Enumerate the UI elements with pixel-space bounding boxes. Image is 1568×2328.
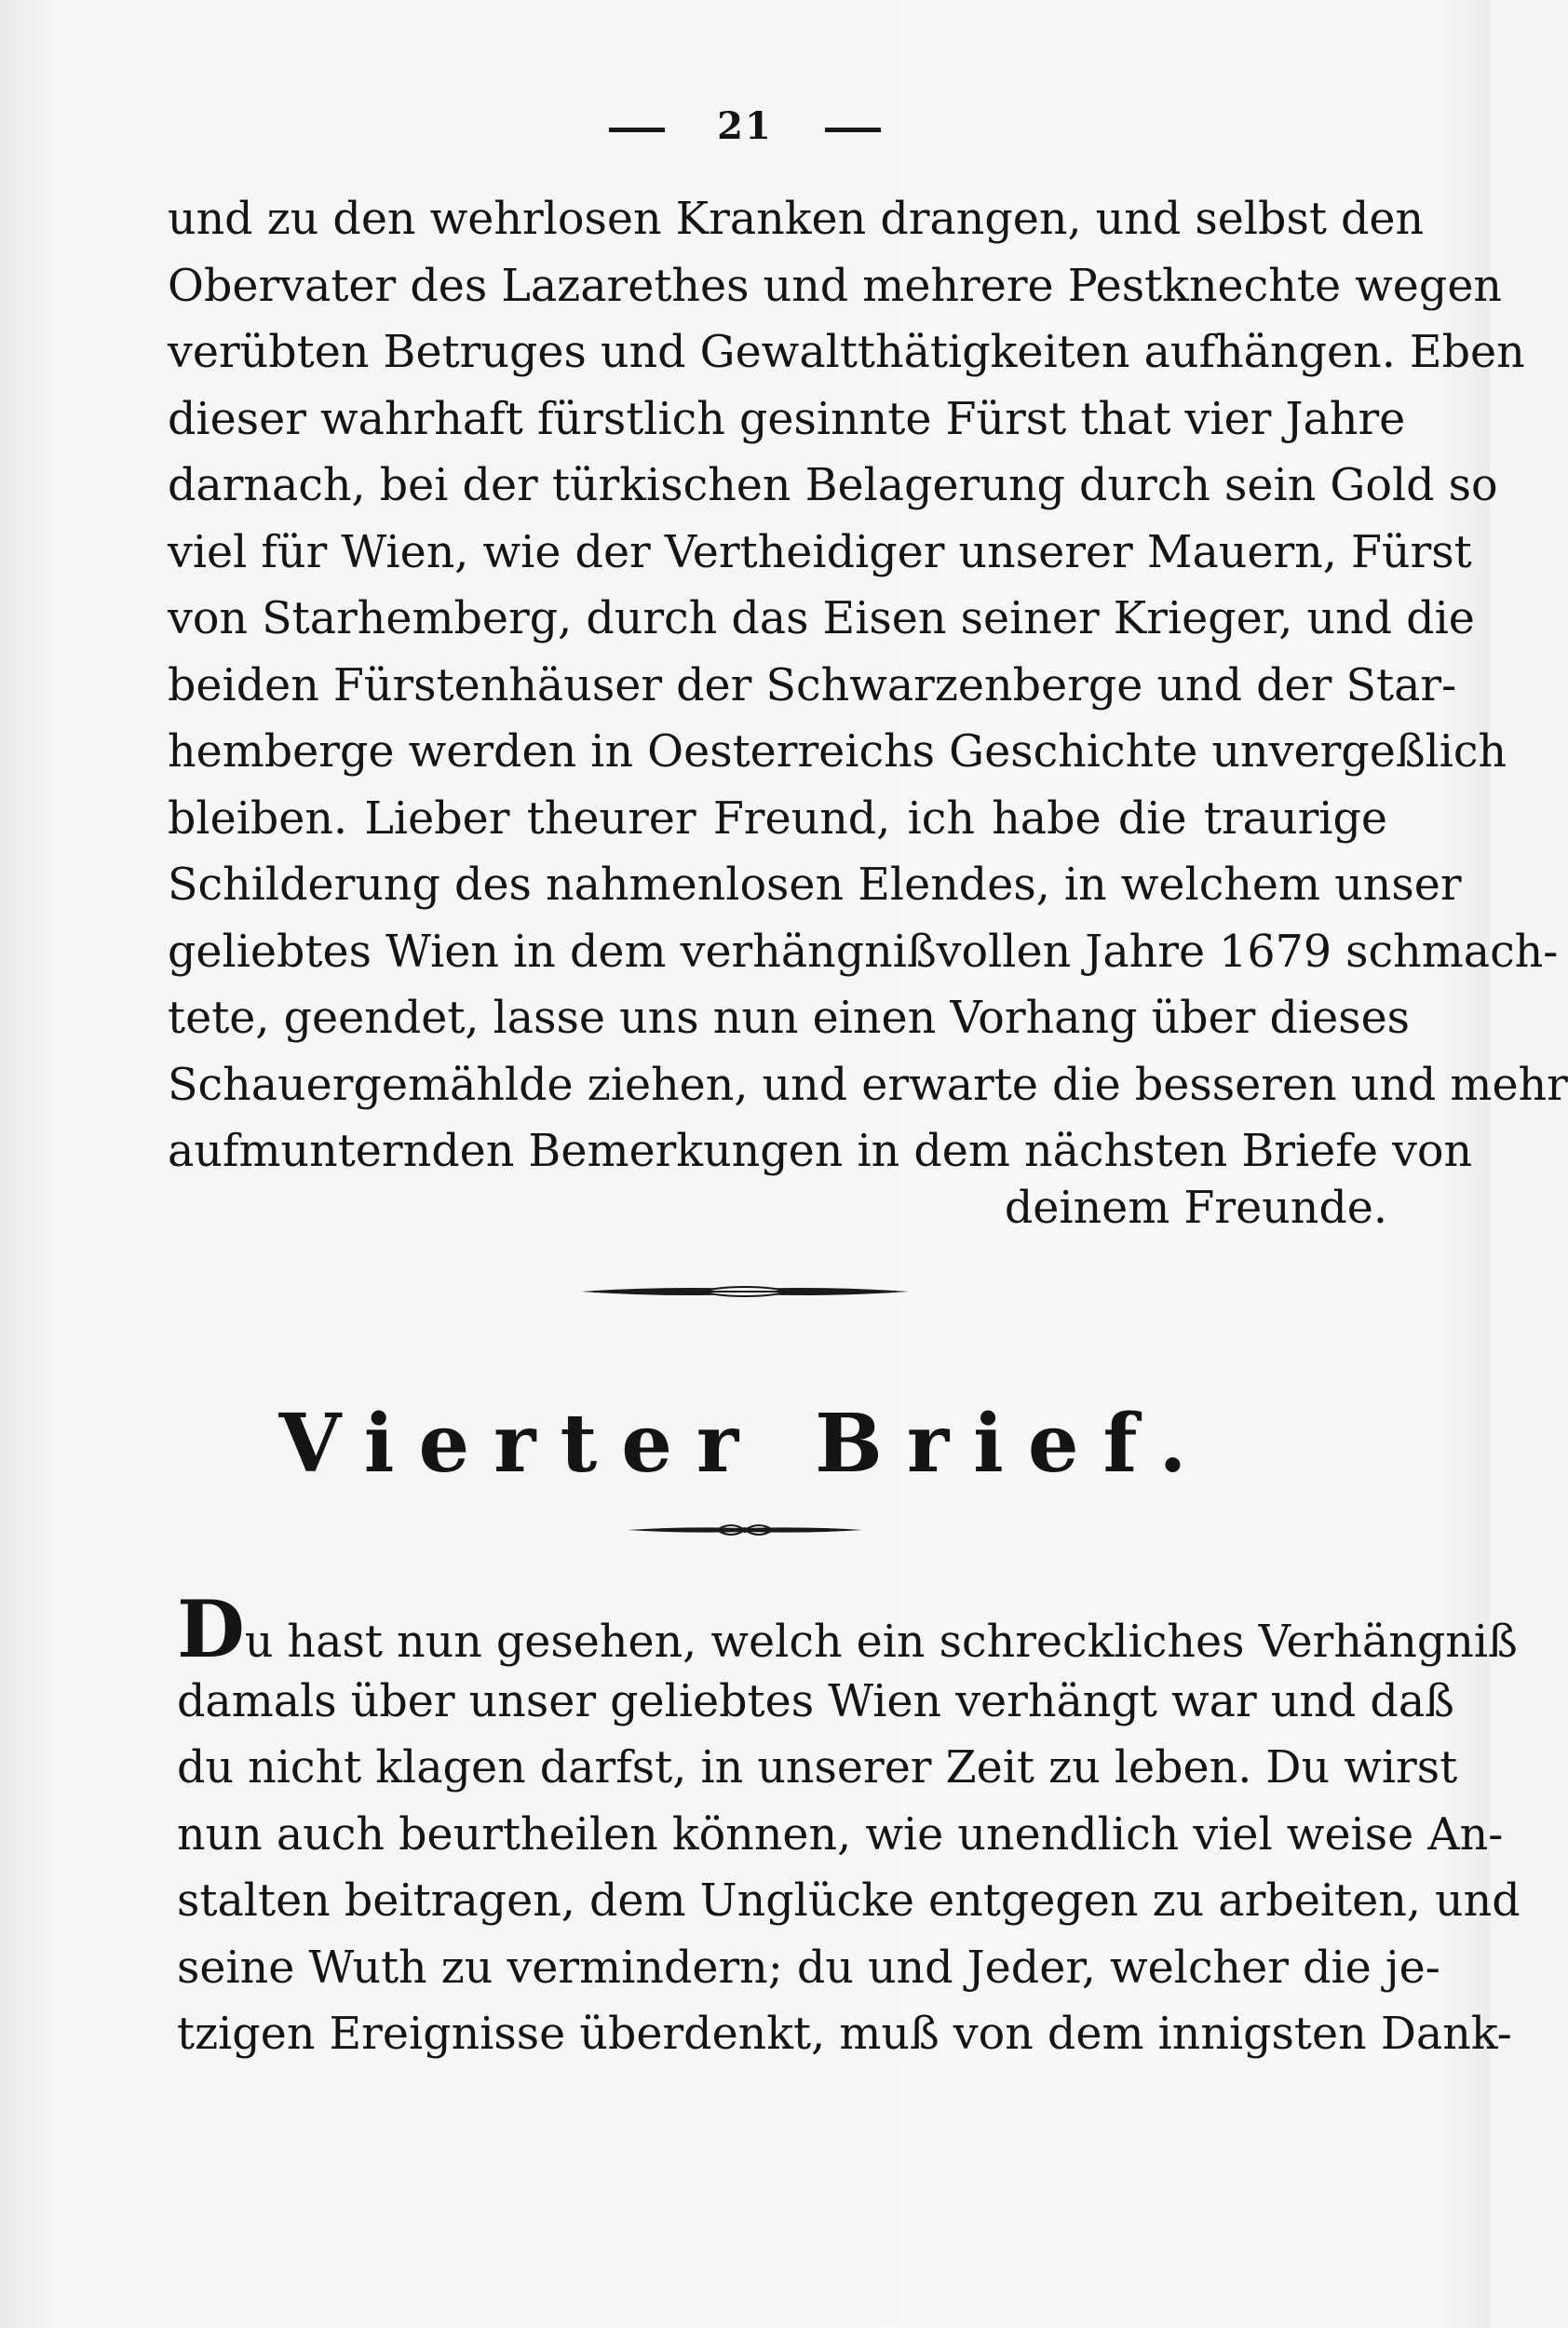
text-line: seine Wuth zu vermindern; du und Jeder, welcher die je- bbox=[177, 1942, 1440, 1994]
text-line: Obervater des Lazarethes und mehrere Pestknechte wegen bbox=[168, 260, 1503, 312]
text-line: nun auch beurtheilen können, wie unendlich viel weise An- bbox=[177, 1808, 1504, 1861]
first-line-text: u hast nun gesehen, welch ein schreckliches Verhängniß bbox=[244, 1617, 1518, 1668]
text-line: von Starhemberg, durch das Eisen seiner Krieger, und die bbox=[168, 593, 1475, 644]
text-line: hemberge werden in Oesterreichs Geschichte unvergeßlich bbox=[168, 726, 1507, 778]
text-line: Schauergemählde ziehen, und erwarte die besseren und mehr bbox=[168, 1059, 1568, 1111]
letter-heading: Vierter Brief. bbox=[278, 1397, 1211, 1491]
page-header bbox=[0, 104, 1490, 148]
text-line: viel für Wien, wie der Vertheidiger unserer Mauern, Fürst bbox=[168, 526, 1472, 578]
divider-ornament-icon bbox=[624, 1518, 866, 1542]
divider-ornament-icon bbox=[577, 1278, 912, 1306]
text-line: aufmunternden Bemerkungen in dem nächsten Briefe von bbox=[168, 1126, 1473, 1177]
letter-three-text bbox=[168, 186, 1568, 1185]
page-number: 21 bbox=[717, 104, 773, 148]
drop-cap: D bbox=[177, 1583, 245, 1675]
letter-signature: deinem Freunde. bbox=[1004, 1183, 1387, 1234]
text-line: tete, geendet, lasse uns nun einen Vorhang über dieses bbox=[168, 993, 1411, 1044]
text-line-first bbox=[177, 1583, 1518, 1675]
letter-four-text bbox=[177, 1583, 1521, 2068]
text-line: du nicht klagen darfst, in unserer Zeit zu leben. Du wirst bbox=[177, 1742, 1458, 1793]
header-dash-right bbox=[825, 128, 881, 132]
text-line: bleiben. Lieber theurer Freund, ich habe die traurige bbox=[168, 792, 1387, 845]
text-line: damals über unser geliebtes Wien verhängt war und daß bbox=[177, 1675, 1454, 1727]
header-dash-left bbox=[609, 128, 665, 132]
text-line: dieser wahrhaft fürstlich gesinnte Fürst that vier Jahre bbox=[168, 393, 1406, 445]
text-line: Schilderung des nahmenlosen Elendes, in welchem unser bbox=[168, 859, 1462, 911]
text-line: darnach, bei der türkischen Belagerung durch sein Gold so bbox=[168, 460, 1498, 511]
text-line: geliebtes Wien in dem verhängnißvollen Jahre 1679 schmach- bbox=[168, 926, 1559, 978]
text-line: und zu den wehrlosen Kranken drangen, und selbst den bbox=[168, 194, 1425, 245]
text-line: tzigen Ereignisse überdenkt, muß von dem innigsten Dank- bbox=[177, 2009, 1512, 2060]
text-line: beiden Fürstenhäuser der Schwarzenberge und der Star- bbox=[168, 659, 1457, 711]
text-line: verübten Betruges und Gewaltthätigkeiten aufhängen. Eben bbox=[168, 327, 1525, 378]
text-line: stalten beitragen, dem Unglücke entgegen zu arbeiten, und bbox=[177, 1875, 1521, 1927]
